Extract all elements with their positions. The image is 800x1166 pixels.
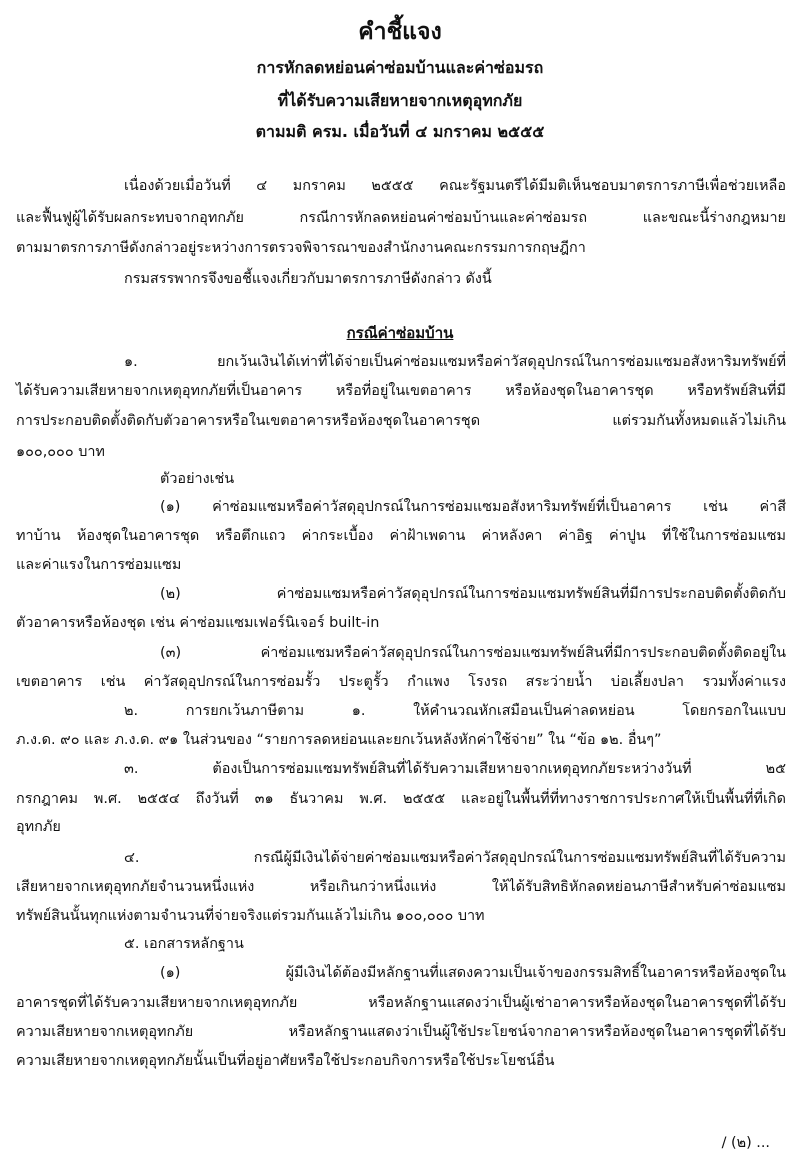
document-subtitle-3: ตามมติ ครม. เมื่อวันที่ ๔ มกราคม ๒๕๕๕ — [255, 122, 545, 141]
intro-line-2: และฟื้นฟูผู้ได้รับผลกระทบจากอุทกภัย กรณีการหักลดหย่อนค่าซ่อมบ้านและค่าซ่อมรถ และขณะนี้ร่างกฎหมาย — [16, 210, 786, 226]
item-1-line-4: ๑๐๐,๐๐๐ บาท — [16, 444, 105, 460]
item-4-line-1: ๔. กรณีผู้มีเงินได้จ่ายค่าซ่อมแซมหรือค่าวัสดุอุปกรณ์ในการซ่อมแซมทรัพย์สินที่ได้รับความ — [124, 850, 786, 866]
section-heading: กรณีค่าซ่อมบ้าน — [346, 324, 454, 342]
item-1-line-2: ได้รับความเสียหายจากเหตุอุทกภัยที่เป็นอาคาร หรือที่อยู่ในเขตอาคาร หรือห้องชุดในอาคารชุด หรือทรัพย์สินที่มี — [16, 383, 786, 399]
item-3-line-2: กรกฎาคม พ.ศ. ๒๕๕๔ ถึงวันที่ ๓๑ ธันวาคม พ.ศ. ๒๕๕๕ และอยู่ในพื้นที่ที่ทางราชการประกาศให้เป็นพื้นที่ที่เกิด — [16, 791, 786, 807]
page-continuation-marker: / (๒) ... — [721, 1135, 770, 1151]
intro-line-3: ตามมาตรการภาษีดังกล่าวอยู่ระหว่างการตรวจพิจารณาของสำนักงานคณะกรรมการกฤษฎีกา — [16, 240, 586, 256]
item-3-line-3: อุทกภัย — [16, 819, 61, 835]
example-1-line-3: และค่าแรงในการซ่อมแซม — [16, 557, 182, 573]
document-subtitle-2: ที่ได้รับความเสียหายจากเหตุอุทกภัย — [277, 91, 523, 110]
example-1-line-2: ทาบ้าน ห้องชุดในอาคารชุด หรือตึกแถว ค่ากระเบื้อง ค่าฝ้าเพดาน ค่าหลังคา ค่าอิฐ ค่าปูน ที่ใช้ในการซ่อมแซม — [16, 528, 786, 544]
item-1-line-3: การประกอบติดตั้งติดกับตัวอาคารหรือในเขตอาคารหรือห้องชุดในอาคารชุด แต่รวมกันทั้งหมดแล้วไม่เกิน — [16, 413, 786, 429]
document-title: คำชี้แจง — [358, 19, 442, 45]
intro-line-1: เนื่องด้วยเมื่อวันที่ ๔ มกราคม ๒๕๕๕ คณะรัฐมนตรีได้มีมติเห็นชอบมาตรการภาษีเพื่อช่วยเหลือ — [124, 178, 786, 194]
item-2-line-2: ภ.ง.ด. ๙๐ และ ภ.ง.ด. ๙๑ ในส่วนของ “รายการลดหย่อนและยกเว้นหลังหักค่าใช้จ่าย” ใน “ข้อ ๑๒. อื่นๆ” — [16, 732, 662, 748]
item-1-line-1: ๑. ยกเว้นเงินได้เท่าที่ได้จ่ายเป็นค่าซ่อมแซมหรือค่าวัสดุอุปกรณ์ในการซ่อมแซมอสังหาริมทรัพย์ที่ — [124, 354, 786, 370]
item-4-line-2: เสียหายจากเหตุอุทกภัยจำนวนหนึ่งแห่ง หรือเกินกว่าหนึ่งแห่ง ให้ได้รับสิทธิหักลดหย่อนภาษีสำหรับค่าซ่อมแซม — [16, 879, 786, 895]
item-5-label: ๕. เอกสารหลักฐาน — [124, 936, 244, 952]
item-5-line-4: ความเสียหายจากเหตุอุทกภัยนั้นเป็นที่อยู่อาศัยหรือใช้ประกอบกิจการหรือใช้ประโยชน์อื่น — [16, 1053, 555, 1069]
example-2-line-1: (๒) ค่าซ่อมแซมหรือค่าวัสดุอุปกรณ์ในการซ่อมแซมทรัพย์สินที่มีการประกอบติดตั้งติดกับ — [160, 586, 786, 602]
item-5-line-2: อาคารชุดที่ได้รับความเสียหายจากเหตุอุทกภัย หรือหลักฐานแสดงว่าเป็นผู้เช่าอาคารหรือห้องชุดในอาคารชุดที่ได้รับ — [16, 995, 786, 1011]
example-2-line-2: ตัวอาคารหรือห้องชุด เช่น ค่าซ่อมแซมเฟอร์นิเจอร์ built-in — [16, 615, 380, 631]
example-3-line-2: เขตอาคาร เช่น ค่าวัสดุอุปกรณ์ในการซ่อมรั้ว ประตูรั้ว กำแพง โรงรถ สระว่ายน้ำ บ่อเลี้ยงปลา รวมทั้งค่าแรง — [16, 674, 786, 690]
example-1-line-1: (๑) ค่าซ่อมแซมหรือค่าวัสดุอุปกรณ์ในการซ่อมแซมอสังหาริมทรัพย์ที่เป็นอาคาร เช่น ค่าสี — [160, 499, 786, 515]
item-4-line-3: ทรัพย์สินนั้นทุกแห่งตามจำนวนที่จ่ายจริงแต่รวมกันแล้วไม่เกิน ๑๐๐,๐๐๐ บาท — [16, 908, 485, 924]
item-5-line-1: (๑) ผู้มีเงินได้ต้องมีหลักฐานที่แสดงความเป็นเจ้าของกรรมสิทธิ์ในอาคารหรือห้องชุดใน — [160, 965, 786, 981]
item-3-line-1: ๓. ต้องเป็นการซ่อมแซมทรัพย์สินที่ได้รับความเสียหายจากเหตุอุทกภัยระหว่างวันที่ ๒๕ — [124, 761, 786, 777]
examples-label: ตัวอย่างเช่น — [160, 471, 235, 487]
item-5-line-3: ความเสียหายจากเหตุอุทกภัย หรือหลักฐานแสดงว่าเป็นผู้ใช้ประโยชน์จากอาคารหรือห้องชุดในอาคารชุดที่ได้รับ — [16, 1024, 786, 1040]
example-3-line-1: (๓) ค่าซ่อมแซมหรือค่าวัสดุอุปกรณ์ในการซ่อมแซมทรัพย์สินที่มีการประกอบติดตั้งติดอยู่ใน — [160, 645, 786, 661]
document-subtitle-1: การหักลดหย่อนค่าซ่อมบ้านและค่าซ่อมรถ — [256, 58, 544, 77]
intro-line-4: กรมสรรพากรจึงขอชี้แจงเกี่ยวกับมาตรการภาษีดังกล่าว ดังนี้ — [124, 271, 492, 287]
item-2-line-1: ๒. การยกเว้นภาษีตาม ๑. ให้คำนวณหักเสมือนเป็นค่าลดหย่อน โดยกรอกในแบบ — [124, 703, 786, 719]
